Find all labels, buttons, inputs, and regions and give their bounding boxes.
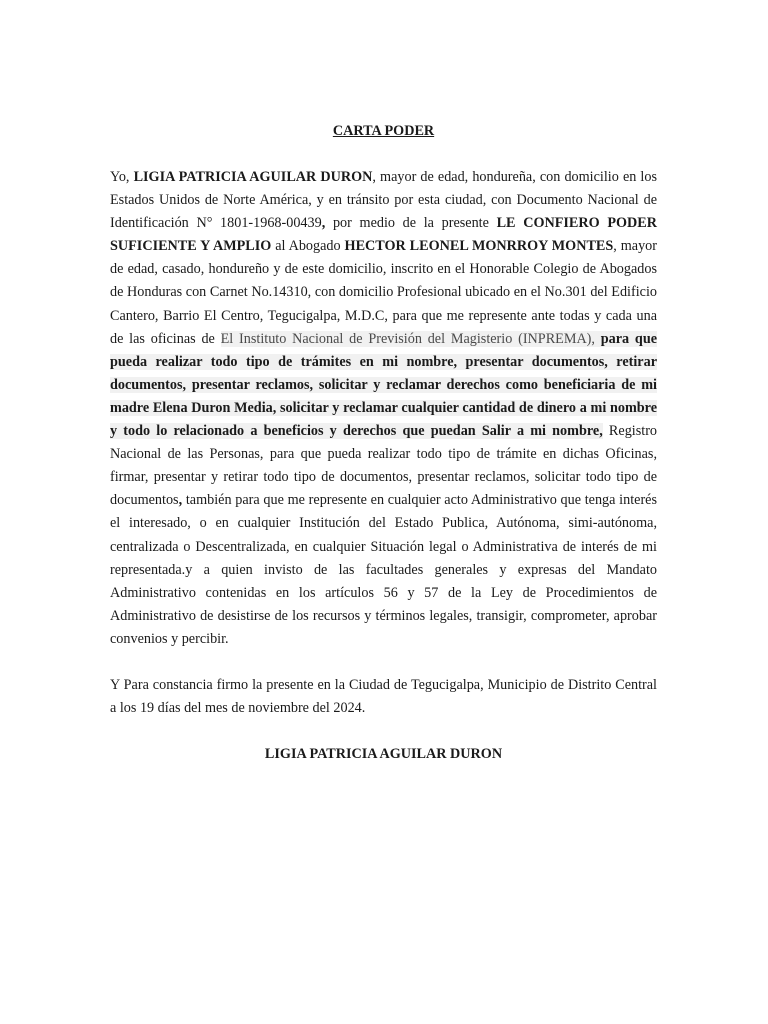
grantor-name: LIGIA PATRICIA AGUILAR DURON: [133, 169, 373, 185]
body-text-3: por medio de la presente: [325, 215, 497, 232]
body-text-6: Registro Nacional de las Personas, para que pueda realizar todo tipo de trámite en dichas Oficinas, firmar, presentar y retirar todo tipo de documentos, presentar reclamos, solicitar todo tipo de documentos: [110, 423, 658, 509]
signature-name: LIGIA PATRICIA AGUILAR DURON: [264, 746, 503, 763]
institution-name: El Instituto Nacional de Previsión del Magisterio (INPREMA),: [220, 330, 595, 347]
body-text-5: , mayor de edad, casado, hondureño y de este domicilio, inscrito en el Honorable Colegio de Abogados de Honduras con Carnet No.14310, con domicilio Profesional ubicado en el No.301 del Edificio Cantero, Barrio El Centro, Tegucigalpa, M.D.C, para que me represente ante todas y cada una de las oficinas de: [110, 238, 657, 347]
highlighted-clause: para que pueda realizar todo tipo de trámites en mi nombre, presentar documentos, retirar documentos, presentar reclamos, solicitar y reclamar derechos como beneficiaria de mi madre Elena Duron Media, solicitar y reclamar cualquier cantidad de dinero a mi nombre y todo lo relacionado a beneficios y derechos que puedan Salir a mi nombre,: [110, 330, 658, 440]
body-text-1: Yo,: [110, 169, 134, 185]
document-title: CARTA PODER: [332, 123, 435, 139]
attorney-name: HECTOR LEONEL MONRROY MONTES: [344, 238, 614, 255]
grant-phrase: LE CONFIERO PODER SUFICIENTE Y AMPLIO: [110, 215, 657, 255]
body-text-2: , mayor de edad, hondureña, con domicilio en los Estados Unidos de Norte América, y en tránsito por esta ciudad, con Documento Nacional de Identificación N° 1801-1968-00439: [110, 169, 657, 232]
closing-paragraph: Y Para constancia firmo la presente en la Ciudad de Tegucigalpa, Municipio de Distrito Central a los 19 días del mes de noviembre del 2024.: [110, 676, 657, 717]
body-text-4: al Abogado: [271, 238, 345, 255]
body-text-7: también para que me represente en cualquier acto Administrativo que tenga interés el interesado, o en cualquier Institución del Estado Publica, Autónoma, simi-autónoma, centralizada o Descentralizada, en cualquier Situación legal o Administrativa de interés de mi representada.y a quien invisto de las facultades generales y expresas del Mandato Administrativo contenidas en los artículos 56 y 57 de la Ley de Procedimientos de Administrativo de desistirse de los recursos y términos legales, transigir, comprometer, aprobar convenios y percibir.: [110, 492, 657, 647]
body-comma-1: ,: [321, 215, 326, 232]
body-comma-2: ,: [178, 492, 183, 509]
body-paragraph: [110, 166, 657, 651]
